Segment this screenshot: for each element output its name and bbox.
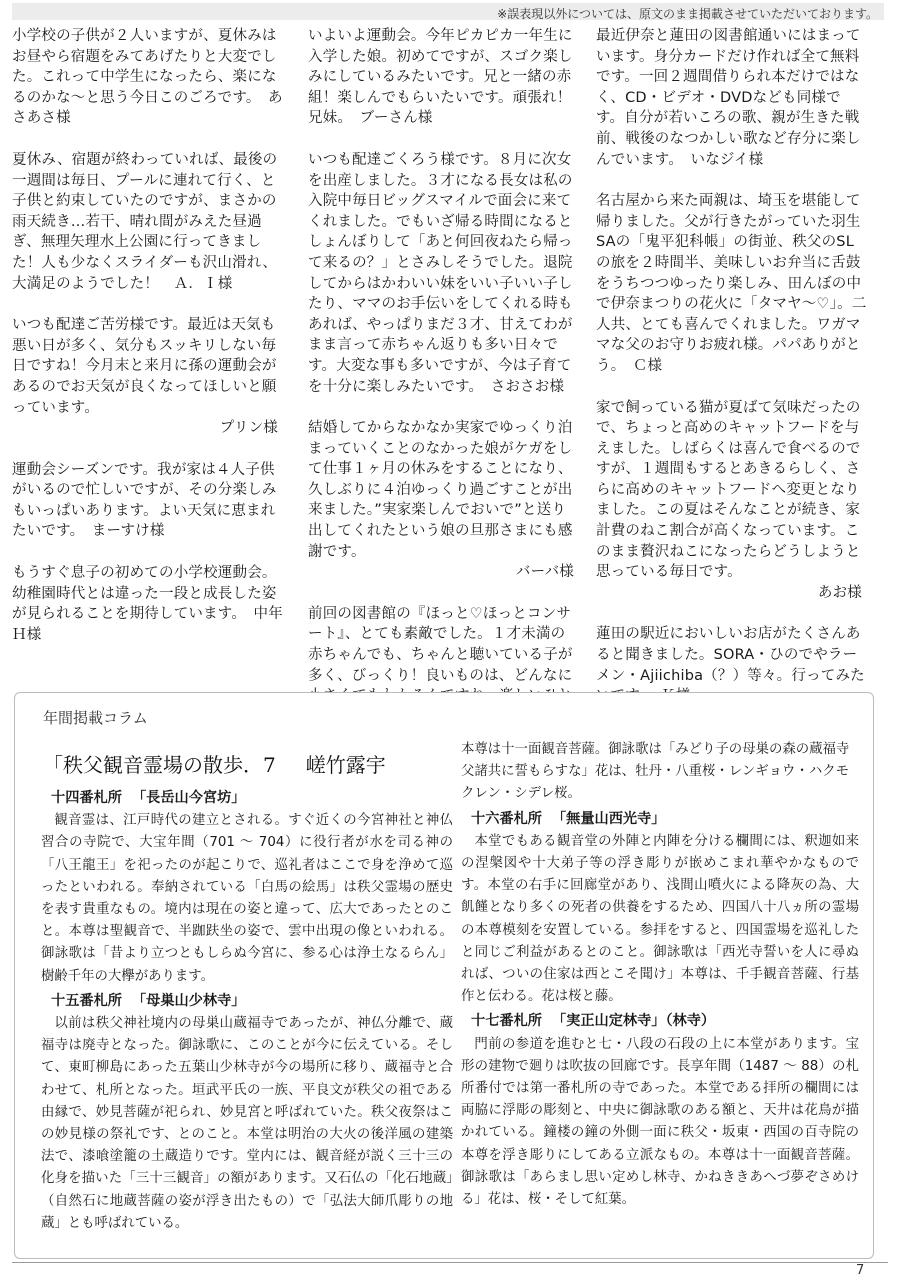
letter: 結婚してからなかなか実家でゆっくり泊まっていくことのなかった娘がケガをして仕事１ヶ月の休みをすることになり、久しぶりに４泊ゆっくり過ごすことが出来ました。”実家楽しんでおいで”と送り出してくれたという娘の旦那さまにも感謝です。 バーバ様	[308, 418, 580, 583]
letter: 家で飼っている猫が夏ばて気味だったので、ちょっと高めのキャットフードを与えました。しばらくは喜んで食べるのですが、１週間もするとあきるらしく、さらに高めのキャットフードへ変更となりました。この夏はそんなことが続き、家計費のねこ割合が高くなっています。このまま贅沢ねこになったらどうしようと思っている毎日です。 あお様	[596, 398, 868, 604]
letter-signature: ブーさん様	[359, 110, 433, 127]
letter-signature: あさあさ様	[12, 89, 283, 127]
reader-letters	[12, 26, 888, 686]
temple-heading: 十五番札所 「母巣山少林寺」	[51, 992, 246, 1009]
letters-column-1	[12, 26, 284, 666]
letter-signature: 中年Ｈ様	[12, 606, 283, 643]
notice-text: ※誤表現以外については、原文のまま掲載させていただいております。	[497, 7, 878, 21]
temple-heading: 十六番札所 「無量山西光寺」	[471, 810, 666, 827]
temple-body: 以前は秩父神社境内の母巣山蔵福寺であったが、神仏分離で、蔵福寺は廃寺となった。御詠歌に、このことが今に伝えている。そして、東町柳島にあった五葉山少林寺が今の場所に移り、蔵福寺と合わせて、札所となった。垣武平氏の一族、平良文が秩父の祖である由縁で、妙見菩薩が祀られ、妙見宮と呼ばれていた。秩父夜祭はこの妙見様の祭礼です、とのこと。本堂は明治の大火の後洋風の建築法で、漆喰塗籠の土蔵造りです。堂内には、観音経が説く三十三の化身を描いた「三十三観音」の額があります。又石仏の「化石地蔵」（自然石に地蔵菩薩の姿が浮き出たもの）で「弘法大師爪彫りの地蔵」とも呼ばれている。	[41, 1016, 453, 1231]
page-number: 7	[856, 1263, 865, 1278]
notice-bar	[12, 3, 884, 20]
letter-signature: いなジイ様	[690, 151, 764, 168]
letter-signature: さおさお様	[490, 378, 565, 395]
column-left	[41, 785, 453, 1235]
letters-column-3	[596, 26, 868, 728]
letters-column-2	[308, 26, 580, 769]
letter-signature: Ａ．Ｉ様	[173, 275, 233, 292]
footer-rule	[12, 1262, 888, 1263]
annual-column-box	[14, 692, 874, 1259]
temple-body-continued: 本尊は十一面観音菩薩。御詠歌は「みどり子の母巣の森の蔵福寺父諸共に誓もらすな」花は、牡丹・八重桜・レンギョウ・ハクモクレン・シデレ桜。	[461, 742, 850, 802]
letter: 前回の図書館の『ほっと♡ほっとコンサート』、とても素敵でした。１才未満の赤ちゃんでも、ちゃんと聴いている子が多く、びっくり！良いものは、どんなに	[308, 604, 580, 748]
letter: 蓮田の駅近においしいお店がたくさんあると聞きました。SORA・ひのでやラーメン・Ajiichiba（？）等々。行ってみた	[596, 624, 868, 706]
letter-signature: バーバ様	[515, 564, 574, 581]
letter: 名古屋から来た両親は、埼玉を堪能して帰りました。父が行きたがっていた羽生SAの「鬼平犯科帳」の街並、秩父のSLの旅を２時間半、美味しいお弁当に舌鼓をうちつつゆったり楽しみ、田んぼの中で伊奈まつりの花火に「タマヤ〜♡」。二人共、とても喜んでくれました。ワガママな父のお守りお疲れ様。パパありがとう。 Ｃ様	[596, 193, 867, 374]
letter: いよいよ運動会。今年ピカピカ一年生に入学した娘。初めてですが、スゴク楽しみにしているみたいです。兄と一緒の赤組！楽しんでもらいたいです。頑張れ！兄妹。 ブーさん様	[308, 28, 573, 127]
letter-signature: Ｃ様	[632, 357, 663, 374]
letter-signature: あお様	[817, 584, 862, 601]
letter: 運動会シーズンです。我が家は４人子供がいるので忙しいですが、その分楽しみもいっぱいあります。よい天気に恵まれたいです。 まーすけ様	[12, 461, 277, 540]
temple-heading: 十七番札所 「実正山定林寺」（林寺）	[471, 1013, 716, 1030]
letter-signature: まーすけ様	[91, 523, 165, 540]
letter: いつも配達ご苦労様です。最近は天気も悪い日が多く、気分もスッキリしない毎日ですね！今月末と来月に孫の運動会があるのでお天気が良くなってほしいと願っています。 プリン様	[12, 315, 284, 439]
letter: 小学校の子供が２人いますが、夏休みはお昼やら宿題をみてあげたりと大変でした。これって中学生になったら、楽になるのかな〜と思う今日このごろです。 あさあさ様	[12, 28, 283, 127]
column-title-text: 「秩父観音霊場の散歩．7	[43, 753, 276, 777]
column-label: 年間掲載コラム	[43, 709, 148, 727]
column-author: 嵯竹露宇	[305, 753, 386, 777]
letter: 最近伊奈と蓮田の図書館通いにはまっています。身分カードだけ作れば全て無料です。一回２週間借りられ本だけではなく、CD・ビデオ・DVDなども同様です。自分が若いころの歌、親が生きた戦前、戦後のなつかしい歌など存分に楽しんでいます。 いなジイ様	[596, 28, 861, 168]
column-title	[43, 749, 386, 778]
letter-signature: プリン様	[219, 420, 278, 437]
temple-body: 観音霊は、江戸時代の建立とされる。すぐ近くの今宮神社と神仏習合の寺院で、大宝年間（701 〜 704）に役行者が水を司る神の「八王龍王」を祀ったのが起こりで、巡礼者はここで身を浄めて巡ったといわれる。奉納されている「白馬の絵馬」は秩父霊場の歴史を表す貴重なもの。境内は現在の姿と違って、広大であったとのこと。本尊は聖観音で、半跏趺坐の姿で、雲中出現の像といわれる。御詠歌は「昔より立つともしらぬ今宮に、参る心は浄土なるらん」樹齢千年の大欅があります。	[41, 813, 453, 984]
letter: いつも配達ごくろう様です。８月に次女を出産しました。３才になる長女は私の入院中毎日ビッグスマイルで面会に来てくれました。でもいざ帰る時間になるとしょんぼりして「あと何回夜ねたら帰って来るの？」とさみしそうでした。退院してからはかわいい妹をいい子いい子したり、ママのお手伝いをしてくれる時もあれば、やっぱりまだ３才、甘えてわがまま言って赤ちゃん返りも多い日々です。大変な事も多いですが、今は子育てを十分に楽しみたいです。 さおさお様	[308, 151, 573, 395]
temple-body: 門前の参道を進むと七・八段の石段の上に本堂があります。宝形の建物で廻りは吹抜の回廊です。長享年間（1487 〜 88）の札所番付では第一番札所の寺であった。本堂である拝所の欄間には両脇に浮彫の彫刻と、中央に御詠歌のある額と、天井は花鳥が描かれている。鐘楼の鐘の外側一面に秩父・坂東・西国の百寺院の本尊を浮き彫りにしてある立派なもの。本尊は十一面観音菩薩。御詠歌は「あらまし思い定めし林寺、かねききあへづ夢ぞさめける」花は、桜・そして紅葉。	[461, 1036, 859, 1208]
temple-body: 本堂でもある観音堂の外陣と内陣を分ける欄間には、釈迦如来の涅槃図や十大弟子等の浮き彫りが嵌めこまれ華やかなものです。本堂の右手に回廊堂があり、浅間山噴火による降灰の為、大飢饉となり多くの死者の供養をするため、四国八十八ヵ所の霊場の本尊模刻を安置している。参拝をすると、四国霊場を巡礼したと同じご利益があるとのこと。御詠歌は「西光寺誓いを人に尋ぬれば、ついの住家は西とこそ聞け」本尊は、千手観音菩薩、行基作と伝わる。花は桜と藤。	[461, 833, 859, 1005]
temple-heading: 十四番札所 「長岳山今宮坊」	[51, 790, 246, 806]
column-right	[461, 739, 859, 1211]
letter: もうすぐ息子の初めての小学校運動会。幼稚園時代とは違った一段と成長した姿が見られることを期待しています。 中年Ｈ様	[12, 565, 283, 643]
letter: 夏休み、宿題が終わっていれば、最後の一週間は毎日、プールに連れて行く、と子供と約束していたのですが、まさかの雨天続き…若干、晴れ間がみえた昼過ぎ、無理矢理水上公園に行ってきました！人も少なくスライダーも沢山滑れ、大満足のようでした！ Ａ．Ｉ様	[12, 151, 278, 292]
